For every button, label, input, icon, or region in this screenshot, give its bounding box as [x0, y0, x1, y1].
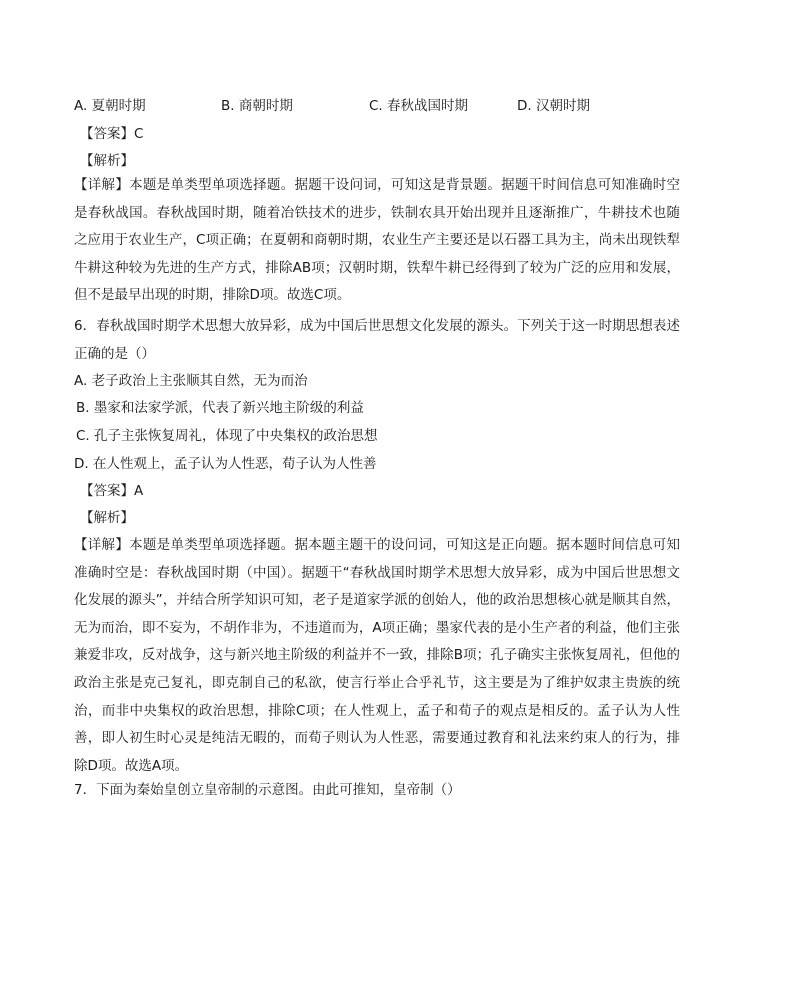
- q5-answer: 【答案】C: [80, 126, 144, 142]
- q6-option-d: D. 在人性观上，孟子认为人性恶，荀子认为人性善: [74, 456, 377, 472]
- q5-option-b: B. 商朝时期: [221, 98, 293, 114]
- q5-detail: 【详解】本题是单类型单项选择题。据题干设问词，可知这是背景题。据题干时间信息可知准确时空是春秋战国。春秋战国时期，随着冶铁技术的进步，铁制农具开始出现并且逐渐推广，牛耕技术也随之应用于农业生产，C项正确；在夏朝和商朝时期，农业生产主要还是以石器工具为主，尚未出现铁犁牛耕这种较为先进的生产方式，排除AB项；汉朝时期，铁犁牛耕已经得到了较为广泛的应用和发展，但不是最早出现的时期，排除D项。故选C项。: [74, 177, 680, 304]
- q5-option-a: A. 夏朝时期: [74, 98, 146, 114]
- q6-option-a: A. 老子政治上主张顺其自然，无为而治: [74, 373, 308, 389]
- q6-option-c: C. 孔子主张恢复周礼，体现了中央集权的政治思想: [76, 428, 378, 444]
- q6-option-b: B. 墨家和法家学派，代表了新兴地主阶级的利益: [76, 400, 364, 416]
- q5-option-c: C. 春秋战国时期: [369, 98, 469, 114]
- q6-detail: 【详解】本题是单类型单项选择题。据本题主题干的设问词，可知这是正向题。据本题时间信息可知准确时空是：春秋战国时期（中国）。据题干“春秋战国时期学术思想大放异彩，成为中国后世思想文化发展的源头”，并结合所学知识可知，老子是道家学派的创始人，他的政治思想核心就是顺其自然，无为而治，即不妄为，不胡作非为，不违道而为，A项正确；墨家代表的是小生产者的利益，他们主张兼爱非攻，反对战争，这与新兴地主阶级的利益并不一致，排除B项；孔子确实主张恢复周礼，但他的政治主张是克己复礼，即克制自己的私欲，使言行举止合乎礼节，这主要是为了维护奴隶主贵族的统治，而非中央集权的政治思想，排除C项；在人性观上，孟子和荀子的观点是相反的。孟子认为人性善，即人初生时心灵是纯洁无暇的，而荀子则认为人性恶，需要通过教育和礼法来约束人的行为，排除D项。故选A项。: [74, 537, 680, 774]
- q6-analysis-label: 【解析】: [80, 510, 134, 526]
- q7-stem: 7．下面为秦始皇创立皇帝制的示意图。由此可推知，皇帝制（）: [74, 782, 461, 798]
- q5-option-d: D. 汉朝时期: [517, 98, 590, 114]
- q6-answer: 【答案】A: [80, 483, 144, 499]
- q5-analysis-label: 【解析】: [80, 153, 134, 169]
- q6-stem: 6．春秋战国时期学术思想大放异彩，成为中国后世思想文化发展的源头。下列关于这一时期思想表述正确的是（）: [74, 318, 680, 362]
